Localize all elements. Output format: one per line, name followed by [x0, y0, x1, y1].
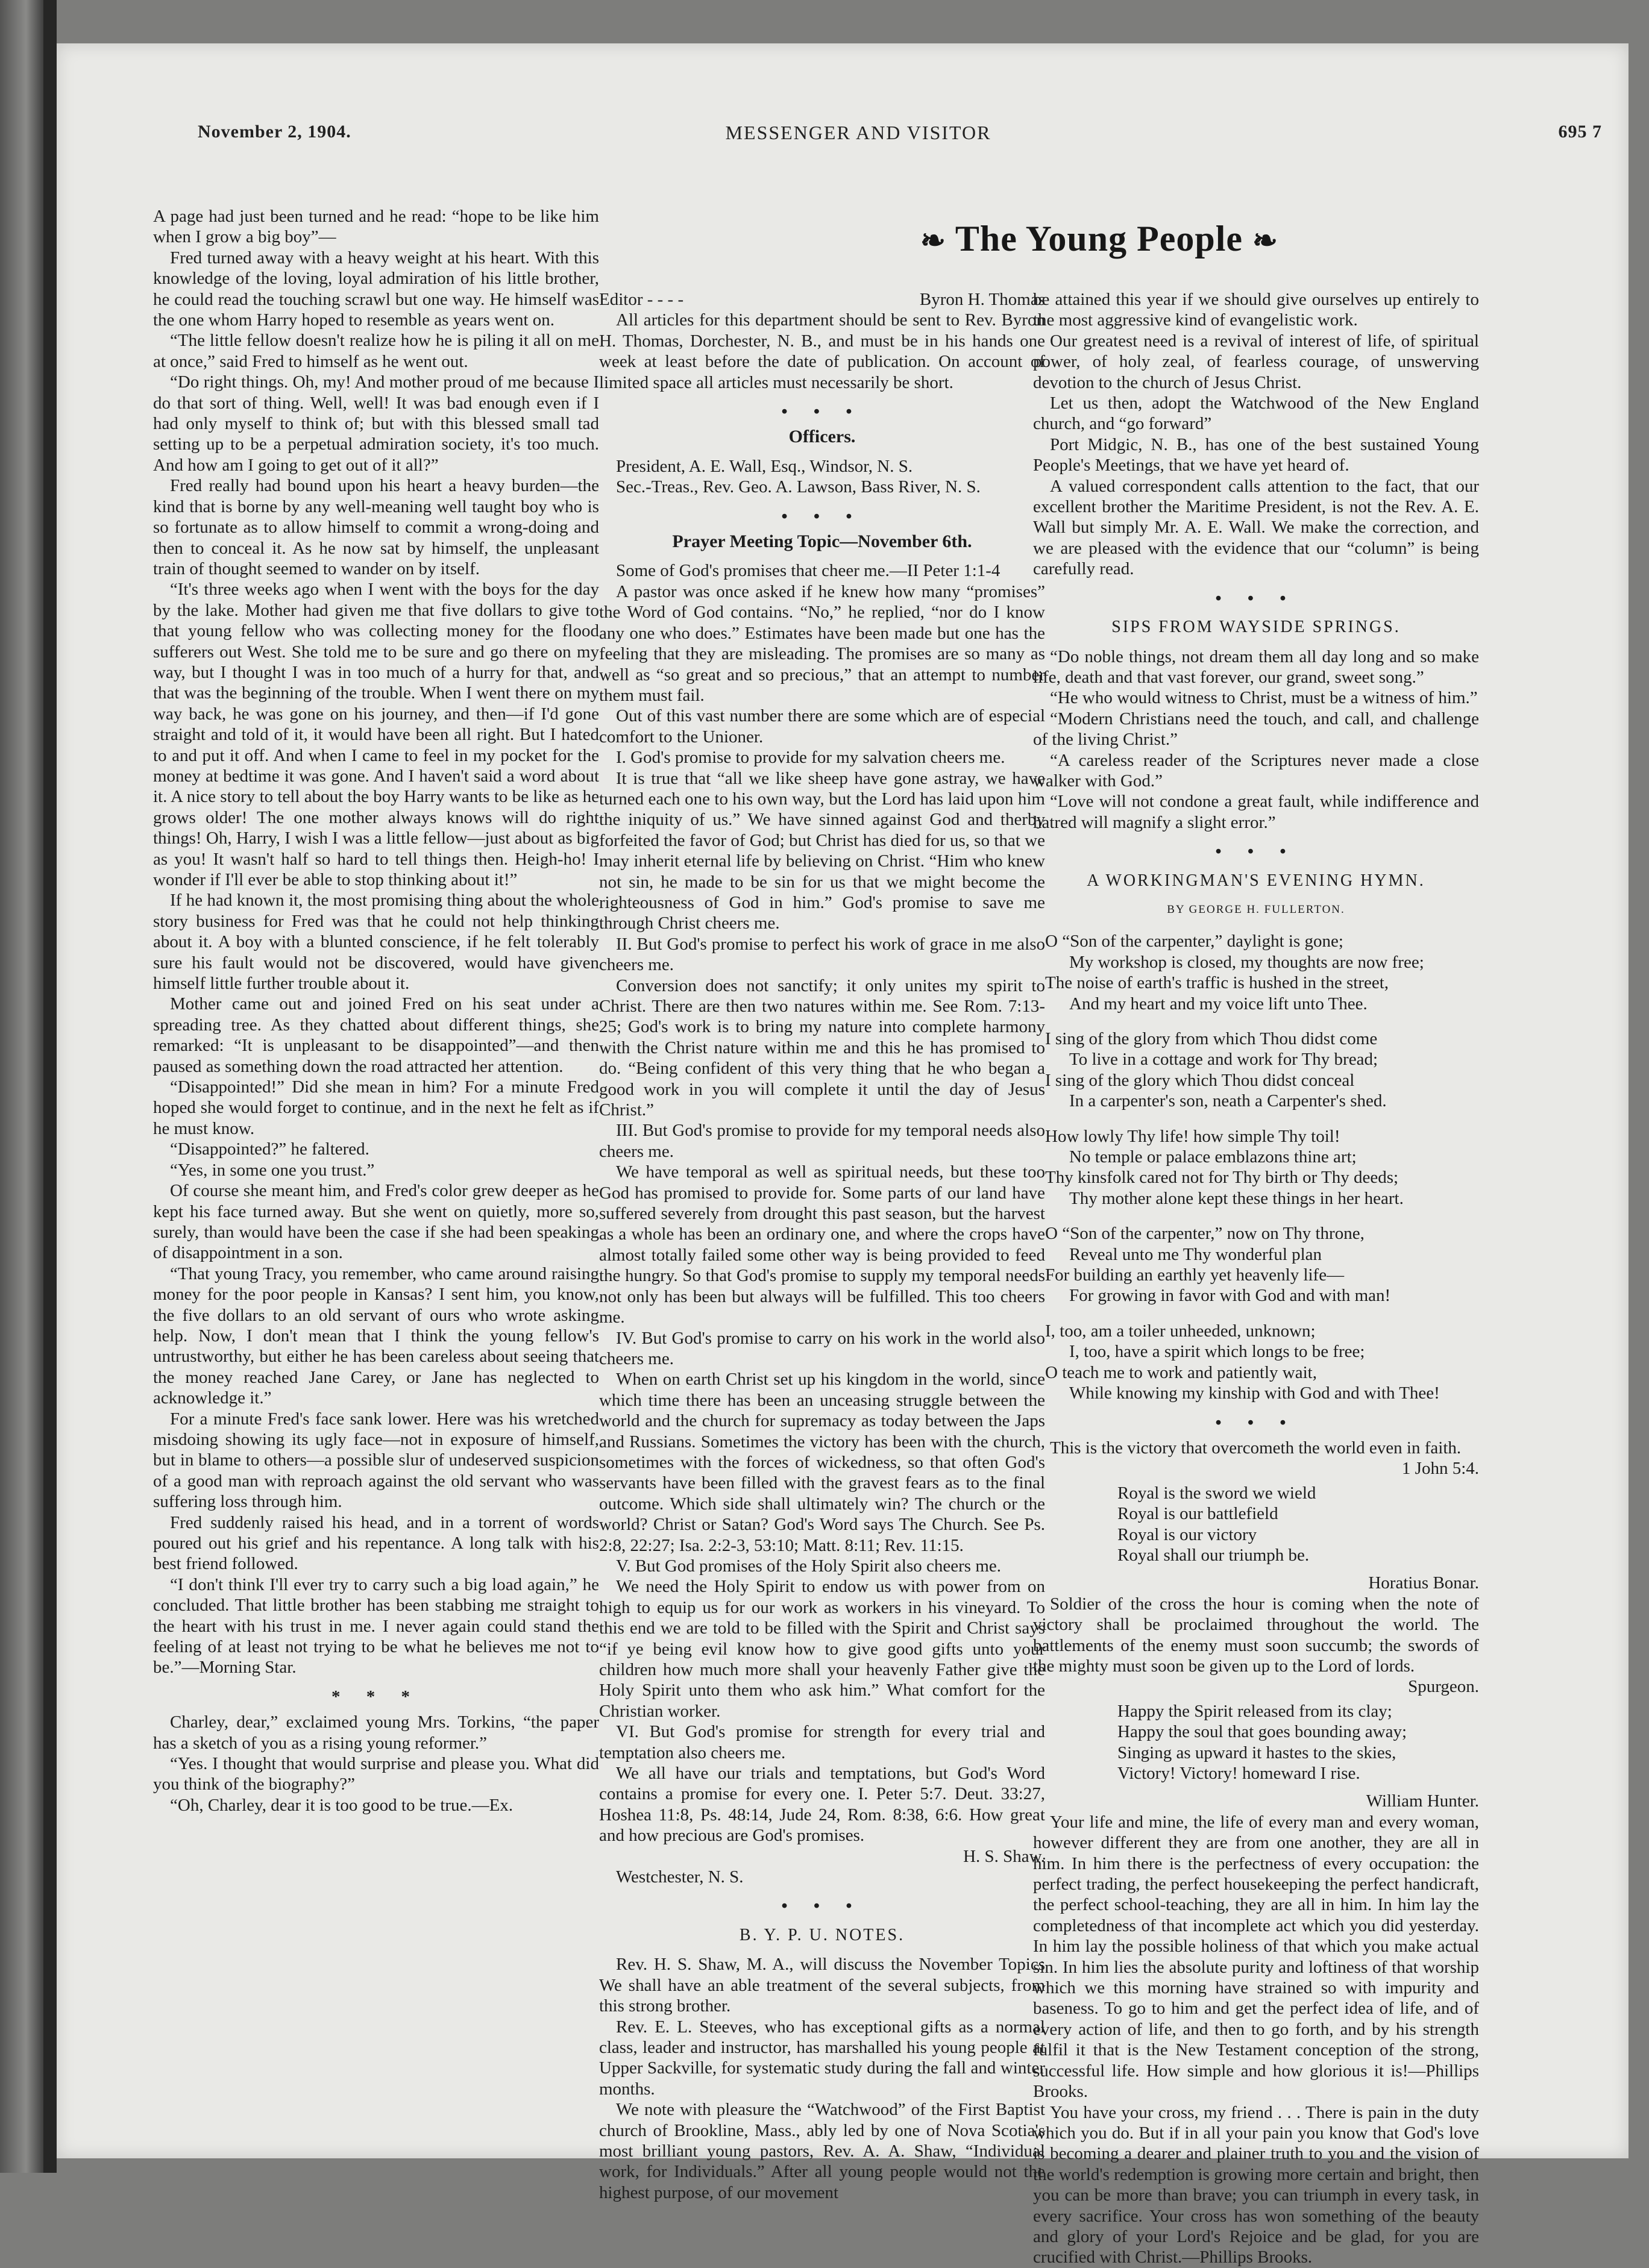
topic-paragraph: I. God's promise to provide for my salvation cheers me.	[616, 748, 1005, 768]
story-paragraph: Fred suddenly raised his head, and in a torrent of words poured out his grief and his repentance. A long talk with his best friend followed.	[153, 1512, 599, 1574]
closing-paragraph: You have your cross, my friend . . . There is pain in the duty which you do. But if in all your pain you know that God's love is becoming a dearer and plainer truth to you and the vision of the world's redemption is growing more certain and bright, then you can be more than brave; you can triumph in every task, in every sacrifice. Your cross has won something of the beauty and glory of your Lord's Rejoice and be glad, for you are crucified with Christ.—Phillips Brooks.	[1033, 2102, 1479, 2267]
newspaper-page	[57, 43, 1629, 2267]
poem-line: In a carpenter's son, neath a Carpenter's shed.	[1069, 1091, 1387, 1111]
topic-paragraph: IV. But God's promise to carry on his work in the world also cheers me.	[599, 1328, 1045, 1368]
topic-paragraph: When on earth Christ set up his kingdom in the world, since which time there has been an unceasing struggle between the world and the church for supremacy as today between the Japs and Russians. Sometimes the victory has been with the church, sometimes with the forces of wickedness, so that often God's servants have been filled with the gravest fears as to the final outcome. Which side shall ultimately win? The church or the world? Christ or Satan? God's Word says The Church. See Ps. 2:8, 22:27; Isa. 2:2-3, 53:10; Matt. 8:11; Rev. 11:15.	[599, 1370, 1045, 1555]
topic-paragraph: We need the Holy Spirit to endow us with power from on high to equip us for our work as workers in his vineyard. To this end we are told to be filled with the Spirit and Christ says “if ye being evil know how to give good gifts unto your children how much more shall your heavenly Father give the Holy Spirit unto them who ask him.” What comfort for the Christian worker.	[599, 1577, 1045, 1721]
sips-quote: “Modern Christians need the touch, and call, and challenge of the living Christ.”	[1033, 709, 1479, 750]
poem-line: The noise of earth's traffic is hushed in the street,	[1045, 973, 1389, 993]
section-title	[876, 218, 1322, 260]
story-paragraph: “Disappointed!” Did she mean in him? For a minute Fred hoped she would forget to continue, and in the next he felt as if he must know.	[153, 1077, 599, 1138]
department-intro: All articles for this department should be sent to Rev. Byron H. Thomas, Dorchester, N. B., and must be in his hands one week at least before the date of publication. On account of limited space all articles must necessarily be short.	[599, 310, 1045, 392]
victory-verse: This is the victory that overcometh the world even in faith.	[1050, 1438, 1462, 1458]
notes-paragraph: be attained this year if we should give ourselves up entirely to the most aggressive kind of evangelistic work.	[1033, 290, 1479, 330]
section-divider: • • •	[1215, 588, 1297, 608]
royal-poem	[1033, 1483, 1479, 1566]
story-paragraph: “I don't think I'll ever try to carry such a big load again,” he concluded. That little brother has been stabbing me straight to the heart with his trust in me. I never again could stand the feeling of at least not trying to be what he believes me not to be.”—Morning Star.	[153, 1574, 599, 1678]
column-middle	[599, 289, 1045, 2203]
poem-line: For building an earthly yet heavenly life—	[1045, 1265, 1345, 1285]
poem-line: Reveal unto me Thy wonderful plan	[1069, 1244, 1322, 1264]
notes-paragraph: Let us then, adopt the Watchwood of the New England church, and “go forward”	[1033, 393, 1479, 434]
section-divider: • • •	[781, 1896, 863, 1916]
verse-reference: 1 John 5:4.	[1401, 1459, 1479, 1479]
poem-line: Happy the soul that goes bounding away;	[1117, 1722, 1407, 1742]
story-paragraph: Mother came out and joined Fred on his seat under a spreading tree. As they chatted about different things, she remarked: “It is unpleasant to be disappointed”—and then paused as something down the road attracted her attention.	[153, 994, 599, 1076]
fleuron-left-icon: ❧	[920, 224, 946, 257]
hymn-poem	[1033, 931, 1479, 1403]
story-paragraph: For a minute Fred's face sank lower. Here was his wretched misdoing showing its ugly face—not in exposure of himself, but in blame to others—a possible slur of undeserved suspicion of a good man with reproach against the old servant who was suffering loss through him.	[153, 1409, 599, 1512]
column-right	[1033, 289, 1479, 2268]
anecdote-paragraph: Charley, dear,” exclaimed young Mrs. Torkins, “the paper has a sketch of you as a rising young reformer.”	[153, 1712, 599, 1753]
issue-date: November 2, 1904.	[198, 122, 351, 142]
stanza-gap	[1045, 1209, 1479, 1223]
poem-line: I, too, am a toiler unheeded, unknown;	[1045, 1321, 1316, 1341]
story-paragraph: “It's three weeks ago when I went with the boys for the day by the lake. Mother had given me that five dollars to give to that young fellow who was collecting money for the flood sufferers out West. She told me to be sure and go there on my way, but I thought I was in too much of a hurry for that, and that was the beginning of the trouble. When I went there on my way back, he was gone on his journey, and then—if I'd gone straight and told of it, it would have been all right. But I hated to and put it off. And when I came to feel in my pocket for the money at bedtime it was gone. And I haven't said a word about it. A nice story to tell about the boy Harry wants to be like as he grows older! The one mother always knows will do right things! Oh, Harry, I wish I was a little fellow—just about as big as you! It wasn't half so hard to tell things then. Heigh-ho! I wonder if I'll ever be able to stop thinking about it!”	[153, 580, 599, 889]
page-number: 695 7	[1558, 122, 1602, 142]
poem-line: Royal is our victory	[1117, 1524, 1257, 1544]
topic-paragraph: We have temporal as well as spiritual needs, but these too God has promised to provide for. Some parts of our land have suffered severely from drought this past season, but the harvest as a whole has been an ordinary one, and where the crops have almost totally failed some other way is being provided to feed the hungry. So that God's promise to supply my temporal needs not only has been but always will be fulfilled. This too cheers me.	[599, 1162, 1045, 1327]
stanza-gap	[1045, 1014, 1479, 1029]
poem-line: I sing of the glory which Thou didst conceal	[1045, 1070, 1355, 1090]
poem-line: Thy mother alone kept these things in her heart.	[1069, 1188, 1404, 1208]
story-paragraph: A page had just been turned and he read: “hope to be like him when I grow a big boy”—	[153, 207, 599, 247]
topic-paragraph: II. But God's promise to perfect his work of grace in me also cheers me.	[599, 934, 1045, 975]
topic-paragraph: III. But God's promise to provide for my temporal needs also cheers me.	[599, 1121, 1045, 1161]
topic-paragraph: We all have our trials and temptations, but God's Word contains a promise for every one. I. Peter 5:7. Deut. 33:27, Hoshea 11:8, Ps. 48:14, Jude 24, Rom. 8:38, 6:6. How great and how precious are God's promises.	[599, 1764, 1045, 1846]
topic-paragraph: Conversion does not sanctify; it only unites my spirit to Christ. There are then two natures within me. See Rom. 7:13-25; God's work is to bring my nature into complete harmony with the Christ nature within me and this he has promised to do. “Being confident of this very thing that he who began a good work in you will complete it until the day of Jesus Christ.”	[599, 976, 1045, 1120]
editor-label: Editor - - - -	[599, 290, 684, 309]
officer-line: Sec.-Treas., Rev. Geo. A. Lawson, Bass River, N. S.	[616, 477, 981, 497]
sips-heading: SIPS FROM WAYSIDE SPRINGS.	[1111, 618, 1401, 637]
poem-line: O “Son of the carpenter,” now on Thy throne,	[1045, 1224, 1365, 1244]
bypu-note: Rev. H. S. Shaw, M. A., will discuss the November Topics We shall have an able treatment of the several subjects, from this strong brother.	[599, 1955, 1045, 2016]
story-paragraph: “Yes, in some one you trust.”	[170, 1160, 375, 1180]
poem-line: O “Son of the carpenter,” daylight is gone;	[1045, 932, 1343, 951]
anecdote-paragraph: “Oh, Charley, dear it is too good to be true.—Ex.	[170, 1795, 514, 1815]
poem-line: For growing in favor with God and with man!	[1069, 1286, 1391, 1306]
topic-paragraph: A pastor was once asked if he knew how many “promises” the Word of God contains. “No,” he replied, “nor do I know any one who does.” Estimates have been made but one has the feeling that they are misleading. The promises are so many as well as “so great and so precious,” that an attempt to number them must fail.	[599, 581, 1045, 705]
editor-name: Byron H. Thomas	[919, 290, 1045, 309]
place-line: Westchester, N. S.	[616, 1867, 744, 1887]
topic-paragraph: Out of this vast number there are some which are of especial comfort to the Unioner.	[599, 706, 1045, 747]
section-divider: * * *	[331, 1687, 421, 1706]
poem-line: Victory! Victory! homeward I rise.	[1117, 1764, 1360, 1783]
quote-author: William Hunter.	[1366, 1791, 1479, 1811]
topic-paragraph: It is true that “all we like sheep have gone astray, we have turned each one to his own way, but the Lord has laid upon him the iniquity of us.” We have sinned against God and therby forfeited the favor of God; but Christ has died for us, so that we may inherit eternal life by believing on Christ. “Him who knew not sin, he made to be sin for us that we might become the righteousness of God in him.” God's promise to save me through Christ cheers me.	[599, 768, 1045, 933]
soldier-paragraph: Soldier of the cross the hour is coming when the note of victory shall be proclaimed throughout the world. The battlements of the enemy must soon succumb; the swords of the mighty must soon be given up to the Lord of lords.	[1033, 1594, 1479, 1676]
poem-line: My workshop is closed, my thoughts are now free;	[1069, 952, 1424, 972]
poem-line: Royal is the sword we wield	[1117, 1483, 1316, 1503]
poem-line: And my heart and my voice lift unto Thee.	[1069, 994, 1368, 1013]
quote-author: Spurgeon.	[1408, 1677, 1479, 1697]
poem-line: O teach me to work and patiently wait,	[1045, 1362, 1317, 1382]
editor-line	[599, 289, 1045, 310]
story-paragraph: “The little fellow doesn't realize how he is piling it all on me at once,” said Fred to himself as he went out.	[153, 331, 599, 371]
stanza-gap	[1045, 1112, 1479, 1126]
poem-line: Royal shall our triumph be.	[1117, 1545, 1310, 1565]
sips-quote: “Do noble things, not dream them all day long and so make life, death and that vast forever, our grand, sweet song.”	[1033, 647, 1479, 687]
poem-line: Thy kinsfolk cared not for Thy birth or Thy deeds;	[1045, 1168, 1399, 1188]
poem-line: Royal is our battlefield	[1117, 1504, 1278, 1524]
story-paragraph: “That young Tracy, you remember, who came around raising money for the poor people in Kansas? I sent him, you know, the five dollars to an old servant of ours who wrote asking help. Now, I don't mean that I think the young fellow's untrustworthy, but either he has been careless about seeing that the money reached Jane Carey, or Jane has neglected to acknowledge it.”	[153, 1264, 599, 1408]
topic-paragraph: VI. But God's promise for strength for every trial and temptation also cheers me.	[599, 1722, 1045, 1762]
bypu-note: Rev. E. L. Steeves, who has exceptional gifts as a normal class, leader and instructor, has marshalled his young people at Upper Sackville, for systematic study during the fall and winter months.	[599, 2017, 1045, 2099]
section-divider: • • •	[1215, 1412, 1297, 1432]
topic-paragraph: V. But God promises of the Holy Spirit also cheers me.	[616, 1556, 1002, 1576]
stanza-gap	[1045, 1306, 1479, 1321]
section-divider: • • •	[781, 506, 863, 526]
section-divider: • • •	[1215, 842, 1297, 862]
closing-paragraph: Your life and mine, the life of every man and every woman, however different they are from one another, they are all in him. In him there is the perfectness of every occupation: the perfect trading, the perfect housekeeping the perfect handicraft, the perfect school-teaching, they are all in him. In him lay the completedness of that incomplete act which you did yesterday. In him lay the possible holiness of that which you make actual sin. In him lies the absolute purity and loftiness of that worship which we this morning have strained so with impurity and baseness. To go to him and get the perfect idea of life, and of every action of life, and then to go forth, and by his strength fulfil it that is the New Testament conception of the strong, successful life. How simple and how glorious it is!—Phillips Brooks.	[1033, 1812, 1479, 2102]
story-paragraph: “Disappointed?” he faltered.	[170, 1139, 369, 1159]
poem-line: No temple or palace emblazons thine art;	[1069, 1147, 1357, 1167]
column-left	[153, 206, 599, 1815]
sips-quote: “Love will not condone a great fault, while indifference and hatred will magnify a slight error.”	[1033, 792, 1479, 832]
poem-line: I, too, have a spirit which longs to be free;	[1069, 1342, 1365, 1362]
section-divider: • • •	[781, 402, 863, 422]
section-title-text: The Young People	[955, 219, 1243, 258]
notes-paragraph: A valued correspondent calls attention to the fact, that our excellent brother the Maritime President, is not the Rev. A. E. Wall but simply Mr. A. E. Wall. We make the correction, and we are pleased with the evidence that our “column” is being carefully read.	[1033, 476, 1479, 579]
story-paragraph: If he had known it, the most promising thing about the whole story business for Fred was that he could not help thinking about it. A boy with a blunted conscience, if he felt tolerably sure his fault would not be discovered, would have given himself little further trouble about it.	[153, 891, 599, 994]
sips-quote: “He who would witness to Christ, must be a witness of him.”	[1050, 688, 1478, 708]
topic-heading: Prayer Meeting Topic—November 6th.	[672, 531, 972, 552]
poem-line: Singing as upward it hastes to the skies,	[1117, 1743, 1396, 1762]
topic-subheading: Some of God's promises that cheer me.—II Peter 1:1-4	[616, 561, 1000, 581]
hymn-byline: BY GEORGE H. FULLERTON.	[1167, 903, 1345, 916]
poem-line: To live in a cottage and work for Thy bread;	[1069, 1050, 1378, 1070]
anecdote-paragraph: “Yes. I thought that would surprise and please you. What did you think of the biography?”	[153, 1754, 599, 1794]
poem-line: Happy the Spirit released from its clay;	[1117, 1701, 1392, 1721]
masthead-title: MESSENGER AND VISITOR	[725, 122, 991, 143]
story-paragraph: “Do right things. Oh, my! And mother proud of me because I do that sort of thing. Well, well! It was bad enough even if I had only myself to think of; but with this blessed small tad setting up to be a perpetual admiration society, it's too much. And how am I going to get out of it all?”	[153, 372, 599, 475]
officer-line: President, A. E. Wall, Esq., Windsor, N. S.	[616, 456, 913, 476]
notes-paragraph: Our greatest need is a revival of interest of life, of spiritual power, of holy zeal, of fearless courage, of unswerving devotion to the church of Jesus Christ.	[1033, 331, 1479, 392]
poem-line: I sing of the glory from which Thou didst come	[1045, 1029, 1378, 1048]
story-paragraph: Of course she meant him, and Fred's color grew deeper as he kept his face turned away. But she went on quietly, more so, surely, than would have been the case if she had been speaking of disappointment in a son.	[153, 1181, 599, 1263]
notes-paragraph: Port Midgic, N. B., has one of the best sustained Young People's Meetings, that we have yet heard of.	[1033, 434, 1479, 475]
sips-quote: “A careless reader of the Scriptures never made a close walker with God.”	[1033, 750, 1479, 791]
bypu-heading: B. Y. P. U. NOTES.	[739, 1925, 905, 1944]
story-paragraph: Fred really had bound upon his heart a heavy burden—the kind that is borne by any well-meaning well taught boy who is so fortunate as to allow himself to commit a wrong-doing and then to conceal it. As he now sat by himself, the unpleasant train of thought seemed to wander on by itself.	[153, 476, 599, 578]
officers-heading: Officers.	[788, 427, 856, 447]
signature: H. S. Shaw.	[963, 1846, 1045, 1866]
poem-line: How lowly Thy life! how simple Thy toil!	[1045, 1126, 1340, 1146]
bypu-note: We note with pleasure the “Watchwood” of the First Baptist church of Brookline, Mass., ably led by one of Nova Scotia's most brilliant young pastors, Rev. A. A. Shaw, “Individual work, for Individuals.” After all young people would not the highest purpose, of our movement	[599, 2100, 1045, 2202]
happy-poem	[1033, 1701, 1479, 1784]
poem-line: While knowing my kinship with God and with Thee!	[1069, 1383, 1440, 1403]
fleuron-right-icon: ❧	[1252, 224, 1278, 257]
story-paragraph: Fred turned away with a heavy weight at his heart. With this knowledge of the loving, loyal admiration of his little brother, he could read the touching scrawl but one way. He himself was the one whom Harry hoped to resemble as years went on.	[153, 248, 599, 330]
quote-author: Horatius Bonar.	[1368, 1573, 1479, 1593]
book-spine-shadow	[0, 0, 43, 2173]
book-gutter	[43, 0, 57, 2173]
hymn-heading: A WORKINGMAN'S EVENING HYMN.	[1087, 871, 1425, 890]
